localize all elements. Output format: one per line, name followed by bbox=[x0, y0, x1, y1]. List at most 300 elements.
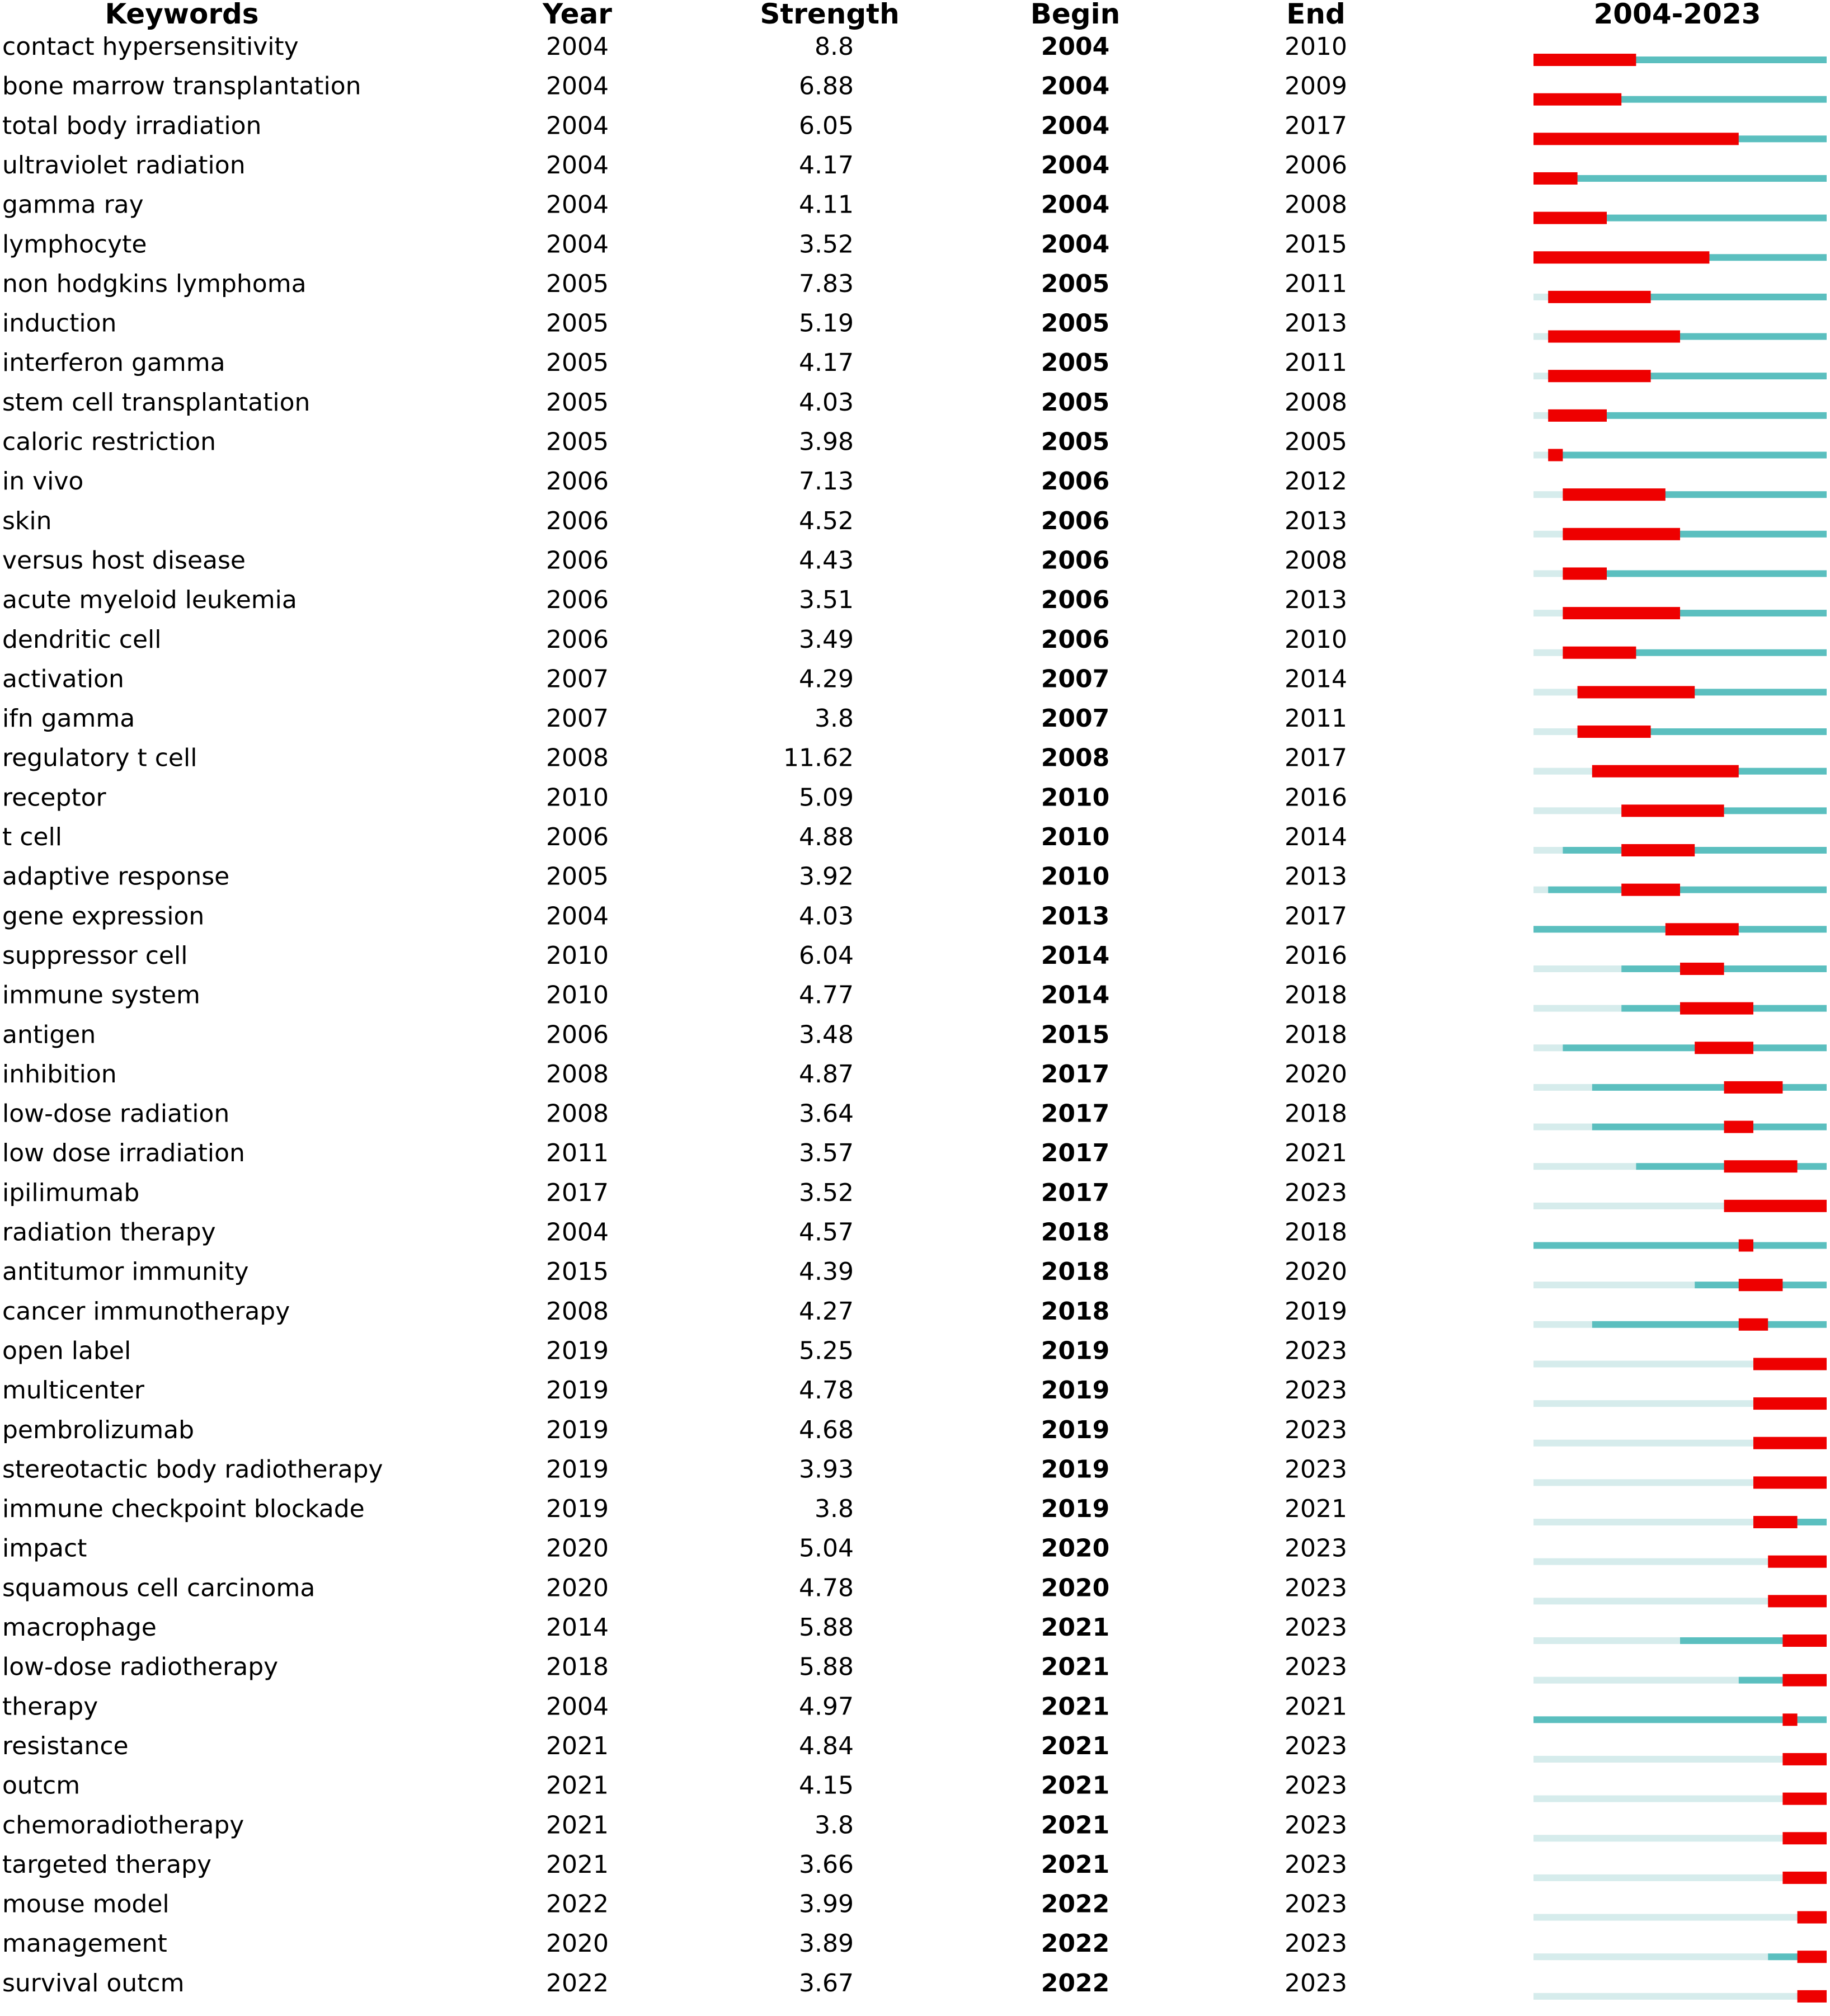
burst-segment bbox=[1782, 1832, 1827, 1844]
keyword-label: radiation therapy bbox=[2, 1218, 216, 1247]
year-value: 2019 bbox=[546, 1495, 609, 1524]
begin-value: 2017 bbox=[1041, 1139, 1110, 1168]
end-value: 2023 bbox=[1285, 1574, 1347, 1603]
end-value: 2023 bbox=[1285, 1890, 1347, 1919]
burst-segment bbox=[1533, 93, 1621, 106]
timeline-pre-segment bbox=[1533, 1282, 1695, 1288]
begin-value: 2010 bbox=[1041, 783, 1110, 812]
strength-value: 3.57 bbox=[799, 1139, 854, 1168]
year-value: 2021 bbox=[546, 1771, 609, 1800]
year-value: 2006 bbox=[546, 823, 609, 851]
begin-value: 2013 bbox=[1041, 902, 1110, 931]
table-row bbox=[2, 704, 1827, 738]
timeline-pre-segment bbox=[1533, 1163, 1636, 1170]
end-value: 2023 bbox=[1285, 1731, 1347, 1760]
begin-value: 2018 bbox=[1041, 1297, 1110, 1326]
keyword-label: outcm bbox=[2, 1771, 81, 1800]
year-value: 2004 bbox=[546, 150, 609, 180]
burst-segment bbox=[1782, 1872, 1827, 1884]
year-value: 2022 bbox=[546, 1890, 609, 1919]
begin-value: 2006 bbox=[1041, 586, 1110, 615]
end-value: 2011 bbox=[1285, 704, 1347, 733]
keyword-label: suppressor cell bbox=[2, 941, 188, 970]
year-value: 2019 bbox=[546, 1336, 609, 1365]
timeline-active-segment bbox=[1548, 452, 1827, 459]
end-value: 2023 bbox=[1285, 1771, 1347, 1800]
burst-segment bbox=[1548, 449, 1563, 461]
timeline-pre-segment bbox=[1533, 1953, 1768, 1960]
begin-value: 2004 bbox=[1041, 111, 1110, 140]
begin-value: 2020 bbox=[1041, 1574, 1110, 1603]
strength-value: 5.19 bbox=[799, 309, 854, 338]
strength-value: 4.27 bbox=[799, 1297, 854, 1326]
year-value: 2005 bbox=[546, 269, 609, 298]
end-value: 2005 bbox=[1285, 427, 1347, 456]
table-row bbox=[2, 1218, 1827, 1252]
begin-value: 2022 bbox=[1041, 1929, 1110, 1958]
table-row bbox=[2, 1179, 1827, 1212]
table-row bbox=[2, 1890, 1827, 1924]
end-value: 2016 bbox=[1285, 941, 1347, 970]
year-value: 2008 bbox=[546, 1059, 609, 1089]
table-row bbox=[2, 72, 1827, 106]
timeline-pre-segment bbox=[1533, 1796, 1782, 1802]
year-value: 2019 bbox=[546, 1376, 609, 1405]
strength-value: 4.17 bbox=[799, 150, 854, 180]
end-value: 2008 bbox=[1285, 190, 1347, 219]
table-row bbox=[2, 1613, 1827, 1647]
keyword-label: skin bbox=[2, 506, 52, 535]
keyword-label: immune checkpoint blockade bbox=[2, 1495, 365, 1524]
table-row bbox=[2, 1297, 1827, 1331]
begin-value: 2021 bbox=[1041, 1652, 1110, 1681]
strength-value: 5.88 bbox=[799, 1613, 854, 1642]
burst-segment bbox=[1739, 1318, 1768, 1331]
table-row bbox=[2, 1336, 1827, 1370]
end-value: 2018 bbox=[1285, 1099, 1347, 1128]
end-value: 2013 bbox=[1285, 506, 1347, 535]
keyword-label: multicenter bbox=[2, 1376, 145, 1405]
burst-segment bbox=[1548, 291, 1650, 303]
begin-value: 2004 bbox=[1041, 150, 1110, 180]
burst-segment bbox=[1563, 567, 1607, 580]
table-row bbox=[2, 625, 1827, 659]
burst-segment bbox=[1533, 172, 1578, 185]
year-value: 2020 bbox=[546, 1574, 609, 1603]
burst-segment bbox=[1621, 884, 1680, 896]
end-value: 2023 bbox=[1285, 1929, 1347, 1958]
timeline-pre-segment bbox=[1533, 491, 1563, 498]
end-value: 2021 bbox=[1285, 1692, 1347, 1721]
strength-value: 8.8 bbox=[815, 32, 854, 61]
keyword-label: mouse model bbox=[2, 1890, 170, 1919]
table-row bbox=[2, 1534, 1827, 1568]
table-row bbox=[2, 270, 1827, 303]
burst-segment bbox=[1753, 1397, 1827, 1410]
burst-segment bbox=[1695, 1042, 1753, 1054]
keyword-label: antitumor immunity bbox=[2, 1257, 249, 1287]
timeline-pre-segment bbox=[1533, 531, 1563, 538]
burst-segment bbox=[1724, 1160, 1798, 1172]
strength-value: 4.78 bbox=[799, 1376, 854, 1405]
keyword-label: versus host disease bbox=[2, 546, 246, 575]
table-row bbox=[2, 32, 1827, 66]
year-value: 2008 bbox=[546, 743, 609, 773]
year-value: 2004 bbox=[546, 230, 609, 259]
keyword-label: targeted therapy bbox=[2, 1850, 211, 1879]
year-value: 2005 bbox=[546, 388, 609, 417]
timeline-pre-segment bbox=[1533, 333, 1548, 340]
strength-value: 3.67 bbox=[799, 1968, 854, 1998]
table-row bbox=[2, 586, 1827, 619]
begin-value: 2005 bbox=[1041, 427, 1110, 456]
year-value: 2006 bbox=[546, 625, 609, 654]
timeline-pre-segment bbox=[1533, 1479, 1753, 1486]
begin-value: 2021 bbox=[1041, 1811, 1110, 1840]
keyword-label: chemoradiotherapy bbox=[2, 1811, 244, 1840]
timeline-pre-segment bbox=[1533, 1519, 1753, 1525]
strength-value: 4.57 bbox=[799, 1218, 854, 1247]
burst-segment bbox=[1680, 1002, 1753, 1015]
begin-value: 2014 bbox=[1041, 941, 1110, 970]
year-value: 2010 bbox=[546, 783, 609, 812]
burst-segment bbox=[1548, 370, 1650, 382]
begin-value: 2021 bbox=[1041, 1692, 1110, 1721]
keyword-label: ifn gamma bbox=[2, 704, 135, 733]
table-row bbox=[2, 388, 1827, 422]
strength-value: 3.8 bbox=[815, 1495, 854, 1524]
year-value: 2006 bbox=[546, 467, 609, 496]
keyword-label: dendritic cell bbox=[2, 625, 162, 654]
header-strength: Strength bbox=[760, 0, 900, 30]
strength-value: 11.62 bbox=[783, 743, 854, 773]
burst-segment bbox=[1782, 1753, 1827, 1765]
end-value: 2018 bbox=[1285, 1020, 1347, 1049]
end-value: 2017 bbox=[1285, 111, 1347, 140]
timeline-pre-segment bbox=[1533, 1993, 1798, 2000]
end-value: 2023 bbox=[1285, 1652, 1347, 1681]
begin-value: 2010 bbox=[1041, 862, 1110, 891]
end-value: 2008 bbox=[1285, 546, 1347, 575]
strength-value: 3.8 bbox=[815, 1811, 854, 1840]
table-row bbox=[2, 507, 1827, 540]
burst-segment bbox=[1680, 963, 1724, 975]
end-value: 2011 bbox=[1285, 269, 1347, 298]
table-row bbox=[2, 863, 1827, 896]
end-value: 2023 bbox=[1285, 1376, 1347, 1405]
begin-value: 2017 bbox=[1041, 1178, 1110, 1207]
year-value: 2017 bbox=[546, 1178, 609, 1207]
timeline-pre-segment bbox=[1533, 1203, 1724, 1209]
burst-segment bbox=[1739, 1279, 1783, 1291]
year-value: 2014 bbox=[546, 1613, 609, 1642]
year-value: 2020 bbox=[546, 1929, 609, 1958]
timeline-pre-segment bbox=[1533, 1440, 1753, 1447]
strength-value: 6.88 bbox=[799, 72, 854, 101]
end-value: 2020 bbox=[1285, 1257, 1347, 1287]
keyword-label: inhibition bbox=[2, 1059, 117, 1089]
table-row bbox=[2, 783, 1827, 817]
timeline-pre-segment bbox=[1533, 373, 1548, 379]
keyword-label: adaptive response bbox=[2, 862, 230, 891]
strength-value: 4.15 bbox=[799, 1771, 854, 1800]
strength-value: 4.03 bbox=[799, 388, 854, 417]
table-row bbox=[2, 941, 1827, 975]
strength-value: 5.25 bbox=[799, 1336, 854, 1365]
burst-segment bbox=[1533, 54, 1636, 66]
header-range: 2004-2023 bbox=[1593, 0, 1761, 30]
strength-value: 4.87 bbox=[799, 1059, 854, 1089]
begin-value: 2006 bbox=[1041, 625, 1110, 654]
timeline-pre-segment bbox=[1533, 412, 1548, 419]
begin-value: 2015 bbox=[1041, 1020, 1110, 1049]
end-value: 2023 bbox=[1285, 1850, 1347, 1879]
begin-value: 2019 bbox=[1041, 1336, 1110, 1365]
year-value: 2006 bbox=[546, 546, 609, 575]
year-value: 2004 bbox=[546, 1218, 609, 1247]
strength-value: 3.92 bbox=[799, 862, 854, 891]
keyword-label: gene expression bbox=[2, 902, 205, 931]
strength-value: 4.77 bbox=[799, 981, 854, 1010]
end-value: 2015 bbox=[1285, 230, 1347, 259]
timeline-pre-segment bbox=[1533, 1400, 1753, 1407]
year-value: 2005 bbox=[546, 309, 609, 338]
year-value: 2006 bbox=[546, 1020, 609, 1049]
strength-value: 3.52 bbox=[799, 230, 854, 259]
table-row bbox=[2, 744, 1827, 778]
table-row bbox=[2, 823, 1827, 856]
burst-segment bbox=[1533, 133, 1739, 145]
burst-segment bbox=[1621, 844, 1695, 856]
year-value: 2021 bbox=[546, 1731, 609, 1760]
year-value: 2015 bbox=[546, 1257, 609, 1287]
burst-segment bbox=[1621, 804, 1724, 817]
keyword-label: regulatory t cell bbox=[2, 743, 197, 773]
timeline-pre-segment bbox=[1533, 610, 1563, 616]
end-value: 2017 bbox=[1285, 743, 1347, 773]
end-value: 2023 bbox=[1285, 1415, 1347, 1444]
burst-segment bbox=[1782, 1713, 1797, 1726]
table-row bbox=[2, 111, 1827, 145]
burst-segment bbox=[1724, 1081, 1783, 1094]
burst-segment bbox=[1798, 1990, 1827, 2003]
year-value: 2004 bbox=[546, 190, 609, 219]
table-rows bbox=[2, 32, 1827, 2003]
timeline-active-segment bbox=[1548, 887, 1827, 893]
timeline-pre-segment bbox=[1533, 1124, 1592, 1131]
strength-value: 4.97 bbox=[799, 1692, 854, 1721]
table-row bbox=[2, 1376, 1827, 1410]
table-row bbox=[2, 428, 1827, 461]
strength-value: 4.52 bbox=[799, 506, 854, 535]
end-value: 2023 bbox=[1285, 1534, 1347, 1563]
end-value: 2017 bbox=[1285, 902, 1347, 931]
timeline-pre-segment bbox=[1533, 1044, 1563, 1051]
begin-value: 2004 bbox=[1041, 32, 1110, 61]
burst-segment bbox=[1724, 1200, 1827, 1212]
timeline-pre-segment bbox=[1533, 1360, 1753, 1367]
burst-segment bbox=[1592, 765, 1739, 778]
keyword-label: t cell bbox=[2, 823, 62, 851]
timeline-pre-segment bbox=[1533, 570, 1563, 577]
timeline-pre-segment bbox=[1533, 294, 1548, 300]
begin-value: 2006 bbox=[1041, 506, 1110, 535]
begin-value: 2007 bbox=[1041, 704, 1110, 733]
burst-segment bbox=[1578, 726, 1651, 738]
begin-value: 2019 bbox=[1041, 1415, 1110, 1444]
burst-segment bbox=[1533, 251, 1709, 263]
strength-value: 3.66 bbox=[799, 1850, 854, 1879]
year-value: 2019 bbox=[546, 1415, 609, 1444]
table-row bbox=[2, 1139, 1827, 1172]
end-value: 2018 bbox=[1285, 981, 1347, 1010]
timeline-pre-segment bbox=[1533, 452, 1548, 459]
timeline-pre-segment bbox=[1533, 847, 1563, 854]
timeline-pre-segment bbox=[1533, 1637, 1680, 1644]
begin-value: 2005 bbox=[1041, 348, 1110, 378]
table-row bbox=[2, 1850, 1827, 1884]
burst-segment bbox=[1782, 1674, 1827, 1687]
end-value: 2023 bbox=[1285, 1455, 1347, 1484]
begin-value: 2010 bbox=[1041, 823, 1110, 851]
burst-segment bbox=[1578, 686, 1695, 698]
strength-value: 3.52 bbox=[799, 1178, 854, 1207]
keyword-label: non hodgkins lymphoma bbox=[2, 269, 307, 298]
end-value: 2021 bbox=[1285, 1139, 1347, 1168]
timeline-active-segment bbox=[1533, 1242, 1827, 1249]
burst-segment bbox=[1753, 1516, 1798, 1528]
end-value: 2023 bbox=[1285, 1968, 1347, 1998]
table-row bbox=[2, 1574, 1827, 1607]
burst-segment bbox=[1753, 1358, 1827, 1370]
begin-value: 2017 bbox=[1041, 1099, 1110, 1128]
year-value: 2004 bbox=[546, 1692, 609, 1721]
burst-segment bbox=[1782, 1793, 1827, 1805]
timeline-pre-segment bbox=[1533, 689, 1578, 695]
end-value: 2019 bbox=[1285, 1297, 1347, 1326]
timeline-pre-segment bbox=[1533, 1914, 1798, 1921]
begin-value: 2006 bbox=[1041, 546, 1110, 575]
begin-value: 2006 bbox=[1041, 467, 1110, 496]
end-value: 2008 bbox=[1285, 388, 1347, 417]
timeline-active-segment bbox=[1592, 1084, 1827, 1091]
burst-segment bbox=[1548, 331, 1680, 343]
year-value: 2018 bbox=[546, 1652, 609, 1681]
timeline-pre-segment bbox=[1533, 1874, 1782, 1881]
table-row bbox=[2, 467, 1827, 501]
begin-value: 2021 bbox=[1041, 1771, 1110, 1800]
timeline-pre-segment bbox=[1533, 1756, 1782, 1763]
year-value: 2011 bbox=[546, 1139, 609, 1168]
begin-value: 2017 bbox=[1041, 1059, 1110, 1089]
keyword-label: impact bbox=[2, 1534, 87, 1563]
table-row bbox=[2, 191, 1827, 224]
timeline-pre-segment bbox=[1533, 1558, 1768, 1565]
begin-value: 2005 bbox=[1041, 388, 1110, 417]
begin-value: 2005 bbox=[1041, 269, 1110, 298]
table-row bbox=[2, 665, 1827, 698]
strength-value: 4.17 bbox=[799, 348, 854, 378]
begin-value: 2019 bbox=[1041, 1376, 1110, 1405]
burst-segment bbox=[1563, 528, 1680, 540]
strength-value: 3.8 bbox=[815, 704, 854, 733]
year-value: 2004 bbox=[546, 111, 609, 140]
keyword-label: stem cell transplantation bbox=[2, 388, 311, 417]
year-value: 2004 bbox=[546, 902, 609, 931]
timeline-active-segment bbox=[1592, 1321, 1827, 1328]
year-value: 2005 bbox=[546, 348, 609, 378]
year-value: 2010 bbox=[546, 981, 609, 1010]
year-value: 2008 bbox=[546, 1099, 609, 1128]
strength-value: 3.49 bbox=[799, 625, 854, 654]
timeline-pre-segment bbox=[1533, 1598, 1768, 1604]
keyword-label: acute myeloid leukemia bbox=[2, 586, 297, 615]
table-row bbox=[2, 1495, 1827, 1528]
strength-value: 7.83 bbox=[799, 269, 854, 298]
keyword-label: gamma ray bbox=[2, 190, 144, 219]
year-value: 2010 bbox=[546, 941, 609, 970]
begin-value: 2018 bbox=[1041, 1218, 1110, 1247]
timeline-pre-segment bbox=[1533, 649, 1563, 656]
timeline-pre-segment bbox=[1533, 1005, 1621, 1012]
keyword-label: management bbox=[2, 1929, 167, 1958]
end-value: 2018 bbox=[1285, 1218, 1347, 1247]
table-row bbox=[2, 230, 1827, 263]
year-value: 2007 bbox=[546, 704, 609, 733]
strength-value: 5.04 bbox=[799, 1534, 854, 1563]
timeline-pre-segment bbox=[1533, 768, 1592, 775]
end-value: 2010 bbox=[1285, 625, 1347, 654]
burst-segment bbox=[1768, 1595, 1827, 1607]
table-row bbox=[2, 1732, 1827, 1765]
strength-value: 5.88 bbox=[799, 1652, 854, 1681]
table-row bbox=[2, 1692, 1827, 1726]
keyword-label: activation bbox=[2, 665, 124, 694]
burst-segment bbox=[1563, 488, 1665, 501]
strength-value: 4.39 bbox=[799, 1257, 854, 1287]
keyword-label: pembrolizumab bbox=[2, 1415, 195, 1444]
table-row bbox=[2, 348, 1827, 382]
end-value: 2023 bbox=[1285, 1811, 1347, 1840]
header-end: End bbox=[1286, 0, 1346, 30]
begin-value: 2005 bbox=[1041, 309, 1110, 338]
strength-value: 4.03 bbox=[799, 902, 854, 931]
end-value: 2014 bbox=[1285, 823, 1347, 851]
timeline-pre-segment bbox=[1533, 887, 1548, 893]
begin-value: 2021 bbox=[1041, 1731, 1110, 1760]
burst-segment bbox=[1798, 1951, 1827, 1963]
burst-segment bbox=[1563, 607, 1680, 619]
burst-segment bbox=[1753, 1437, 1827, 1449]
end-value: 2010 bbox=[1285, 32, 1347, 61]
keyword-label: antigen bbox=[2, 1020, 96, 1049]
year-value: 2021 bbox=[546, 1850, 609, 1879]
begin-value: 2018 bbox=[1041, 1257, 1110, 1287]
strength-value: 6.04 bbox=[799, 941, 854, 970]
header-begin: Begin bbox=[1030, 0, 1121, 30]
strength-value: 3.48 bbox=[799, 1020, 854, 1049]
strength-value: 4.84 bbox=[799, 1731, 854, 1760]
table-row bbox=[2, 1455, 1827, 1489]
table-row bbox=[2, 1929, 1827, 1963]
burst-segment bbox=[1533, 212, 1607, 224]
header-row bbox=[105, 0, 1761, 30]
keyword-label: immune system bbox=[2, 981, 200, 1010]
begin-value: 2004 bbox=[1041, 230, 1110, 259]
keyword-label: stereotactic body radiotherapy bbox=[2, 1455, 383, 1484]
strength-value: 3.51 bbox=[799, 586, 854, 615]
timeline-pre-segment bbox=[1533, 965, 1621, 972]
